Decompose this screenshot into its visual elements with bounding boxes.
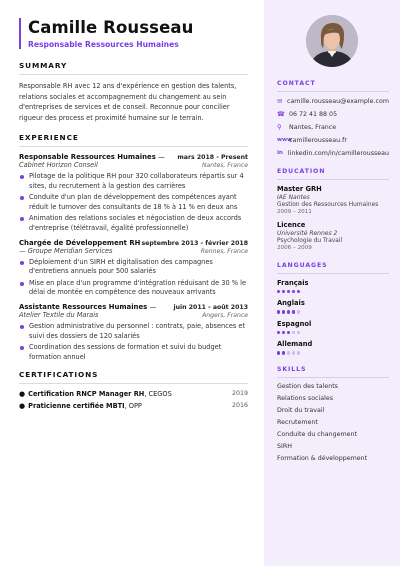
job-location: Angers, France (202, 311, 248, 319)
edu-dates: 2009 – 2011 (277, 209, 312, 215)
job-bullets (19, 172, 248, 233)
cert-bullet-icon: ● (19, 390, 26, 399)
website-icon: www (277, 137, 292, 143)
bullet-dot-icon (20, 196, 24, 200)
level-dot-icon (287, 310, 290, 313)
edu-school: IAE Nantes (277, 194, 310, 201)
level-dot-icon (282, 310, 285, 313)
education-item (277, 221, 389, 251)
skills-list (277, 383, 389, 463)
job-title: Chargée de Développement RH (19, 238, 141, 247)
bullet-dot-icon (20, 325, 24, 329)
level-dot-icon (297, 351, 300, 354)
language-item (277, 299, 389, 313)
job-location: Rennes, France (200, 247, 248, 255)
candidate-name: Camille Rousseau (28, 18, 194, 37)
main-column (19, 18, 248, 414)
edu-dates: 2006 – 2009 (277, 245, 312, 251)
candidate-role: Responsable Ressources Humaines (28, 40, 179, 49)
contact-section (277, 80, 389, 157)
job-title: Assistante Ressources Humaines — (19, 302, 157, 311)
language-item (277, 279, 389, 293)
language-name: Allemand (277, 340, 313, 349)
sidebar (264, 0, 400, 566)
sidebar-content (277, 80, 389, 473)
language-level-dots (277, 310, 389, 313)
level-dot-icon (282, 290, 285, 293)
language-level-dots (277, 290, 389, 293)
level-dot-icon (282, 351, 285, 354)
bullet-dot-icon (20, 261, 24, 265)
contact-linkedin[interactable]: in linkedin.com/in/camillerousseau (277, 149, 389, 157)
job-bullet: Animation des relations sociales et négociation de deux accords d'entreprise (télétravail, égalité professionnelle) (19, 214, 248, 233)
job-entry (19, 239, 248, 298)
skill-item: Conduite du changement (277, 430, 357, 438)
education-title: EDUCATION (277, 168, 389, 180)
languages-title: LANGUAGES (277, 262, 389, 274)
cert-year: 2019 (231, 390, 248, 398)
certification-item (19, 390, 248, 398)
edu-degree: Licence (277, 221, 306, 229)
level-dot-icon (277, 290, 280, 293)
level-dot-icon (277, 310, 280, 313)
job-bullet: Conduite d'un plan de développement des compétences ayant réduit le turnover des consultants de 18 % à 11 % en deux ans (19, 193, 248, 212)
level-dot-icon (277, 331, 280, 334)
level-dot-icon (292, 310, 295, 313)
experience-title: EXPERIENCE (19, 133, 248, 147)
level-dot-icon (287, 351, 290, 354)
bullet-dot-icon (20, 175, 24, 179)
job-bullet: Gestion administrative du personnel : contrats, paie, absences et suivi des dossiers de 120 salariés (19, 322, 248, 341)
contact-phone[interactable]: ☎ 06 72 41 88 05 (277, 110, 338, 118)
cert-bullet-icon: ● (19, 402, 26, 411)
job-title: Responsable Ressources Humaines — (19, 153, 165, 162)
level-dot-icon (297, 331, 300, 334)
language-name: Anglais (277, 299, 305, 308)
linkedin-icon: in (277, 150, 283, 156)
job-bullet: Coordination des sessions de formation et suivi du budget formation annuel (19, 343, 248, 362)
edu-field: Psychologie du Travail (277, 238, 343, 244)
skills-section (277, 366, 389, 463)
job-dates: septembre 2013 - février 2018 (141, 239, 248, 247)
resume-header (19, 18, 248, 49)
job-company: — Groupe Meridian Services (19, 246, 113, 255)
skill-item: Formation & développement (277, 455, 368, 463)
job-entry (19, 303, 248, 362)
level-dot-icon (292, 351, 295, 354)
bullet-dot-icon (20, 217, 24, 221)
contact-title: CONTACT (277, 80, 389, 92)
skills-title: SKILLS (277, 366, 389, 378)
job-bullet: Pilotage de la politique RH pour 320 collaborateurs répartis sur 4 sites, du recrutement à la gestion des carrières (19, 172, 248, 191)
experience-section (19, 133, 248, 362)
level-dot-icon (282, 331, 285, 334)
summary-section (19, 61, 248, 123)
job-bullets (19, 258, 248, 298)
language-level-dots (277, 331, 389, 334)
job-location: Nantes, France (201, 162, 248, 170)
education-section (277, 168, 389, 251)
level-dot-icon (292, 331, 295, 334)
cert-org: , OPP (124, 402, 142, 411)
cert-name: Certification RNCP Manager RH (28, 390, 145, 399)
cert-org: , CEGOS (144, 390, 172, 399)
phone-icon: ☎ (277, 110, 285, 118)
level-dot-icon (297, 310, 300, 313)
language-name: Français (277, 279, 309, 287)
level-dot-icon (297, 290, 300, 293)
skill-item: SIRH (277, 443, 292, 451)
job-dates: mars 2018 - Present (177, 154, 248, 162)
bullet-dot-icon (20, 282, 24, 286)
job-company: Atelier Textile du Marais (19, 310, 99, 319)
certification-item (19, 402, 248, 410)
level-dot-icon (292, 290, 295, 293)
edu-field: Gestion des Ressources Humaines (277, 202, 379, 208)
language-item (277, 320, 389, 334)
languages-list (277, 279, 389, 355)
summary-text: Responsable RH avec 12 ans d'expérience en gestion des talents, relations sociales et accompagnement du changement au sein d'entreprises de services et de conseil. Reconnue pour concilier rigueur des process et proximité humaine sur le terrain. (19, 82, 237, 122)
job-company: Cabinet Horizon Conseil (19, 161, 98, 170)
contact-website[interactable]: www camillerousseau.fr (277, 136, 347, 144)
language-item (277, 340, 389, 354)
language-level-dots (277, 351, 389, 354)
skill-item: Recrutement (277, 418, 318, 426)
email-icon: ✉ (277, 97, 283, 105)
summary-title: SUMMARY (19, 61, 248, 75)
job-bullets (19, 322, 248, 362)
job-bullet: Mise en place d'un programme d'intégration réduisant de 30 % le délai de montée en compétence des nouveaux arrivants (19, 279, 248, 298)
cert-name: Praticienne certifiée MBTI (28, 402, 125, 411)
job-entry (19, 153, 248, 233)
cert-year: 2016 (231, 402, 248, 410)
skill-item: Gestion des talents (277, 382, 338, 390)
skill-item: Droit du travail (277, 406, 325, 414)
contact-email[interactable]: ✉ camille.rousseau@example.com (277, 97, 389, 105)
certifications-section (19, 370, 248, 410)
job-dates: juin 2011 - août 2013 (173, 303, 248, 311)
job-bullet: Déploiement d'un SIRH et digitalisation des campagnes d'entretiens annuels pour 500 salariés (19, 258, 248, 277)
bullet-dot-icon (20, 346, 24, 350)
languages-section (277, 262, 389, 355)
level-dot-icon (277, 351, 280, 354)
language-name: Espagnol (277, 319, 312, 328)
profile-photo (306, 15, 358, 67)
contact-location: ⚲ Nantes, France (277, 123, 337, 131)
edu-school: Université Rennes 2 (277, 230, 338, 237)
skill-item: Relations sociales (277, 394, 334, 402)
education-item (277, 185, 389, 215)
level-dot-icon (287, 290, 290, 293)
edu-degree: Master GRH (277, 185, 322, 193)
location-pin-icon: ⚲ (277, 123, 282, 131)
level-dot-icon (287, 331, 290, 334)
certifications-title: CERTIFICATIONS (19, 370, 248, 384)
